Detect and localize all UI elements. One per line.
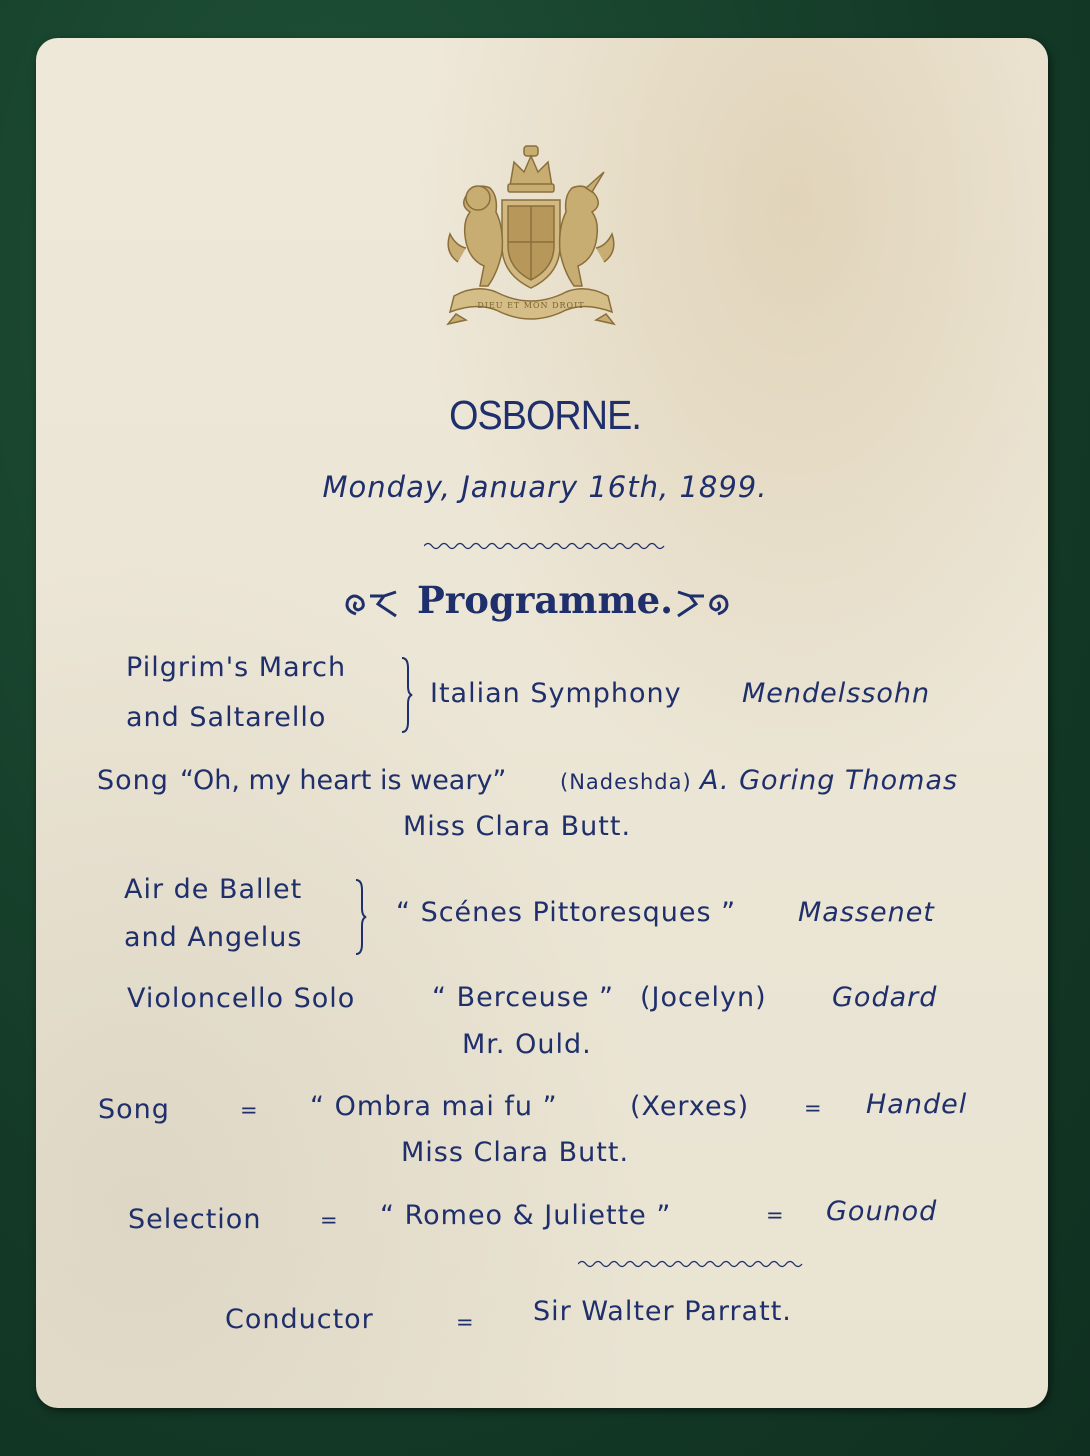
item5-work: “ Ombra mai fu ” xyxy=(310,1091,558,1122)
item3-brace xyxy=(352,878,368,956)
item3-title-line2: and Angelus xyxy=(124,922,303,953)
item4-performer: Mr. Ould. xyxy=(462,1029,592,1060)
item4-source: (Jocelyn) xyxy=(640,982,767,1013)
royal-coat-of-arms xyxy=(436,142,626,334)
item2-composer: A. Goring Thomas xyxy=(700,765,959,796)
item3-title-line1: Air de Ballet xyxy=(124,874,303,905)
item1-composer: Mendelssohn xyxy=(742,678,931,709)
item2-work: “Oh, my heart is weary” xyxy=(180,765,507,796)
item3-work: “ Scénes Pittoresques ” xyxy=(396,897,737,928)
item5-separator-1: = xyxy=(240,1098,259,1122)
conductor-label: Conductor xyxy=(225,1304,374,1335)
programme-heading: Programme. xyxy=(416,578,674,622)
item1-title-line2: and Saltarello xyxy=(126,702,327,733)
conductor-separator: = xyxy=(456,1310,475,1334)
item5-composer: Handel xyxy=(866,1089,968,1120)
right-flourish-ornament xyxy=(672,588,734,622)
item4-composer: Godard xyxy=(832,982,938,1013)
wave-divider-bottom xyxy=(578,1258,808,1270)
crest-motto: DIEU ET MON DROIT xyxy=(477,301,585,310)
item5-separator-2: = xyxy=(804,1096,823,1120)
wave-divider-top xyxy=(424,540,670,552)
programme-date: Monday, January 16th, 1899. xyxy=(322,470,768,504)
item5-source: (Xerxes) xyxy=(630,1091,750,1122)
item1-title-line1: Pilgrim's March xyxy=(126,652,347,683)
item6-separator-2: = xyxy=(766,1203,785,1227)
item4-type: Violoncello Solo xyxy=(127,983,356,1014)
item6-type: Selection xyxy=(128,1204,262,1235)
item6-composer: Gounod xyxy=(826,1196,938,1227)
item5-type: Song xyxy=(98,1094,170,1125)
item4-work: “ Berceuse ” xyxy=(432,982,615,1013)
item1-brace xyxy=(398,656,414,734)
item2-performer: Miss Clara Butt. xyxy=(403,811,632,842)
conductor-name: Sir Walter Parratt. xyxy=(533,1296,792,1327)
item5-performer: Miss Clara Butt. xyxy=(401,1137,630,1168)
item2-type: Song xyxy=(97,765,169,796)
venue-title: OSBORNE. xyxy=(449,392,641,438)
item2-source: (Nadeshda) xyxy=(560,770,692,794)
item6-work: “ Romeo & Juliette ” xyxy=(380,1200,672,1231)
item6-separator-1: = xyxy=(320,1208,339,1232)
item3-composer: Massenet xyxy=(798,897,935,928)
item1-work: Italian Symphony xyxy=(430,678,682,709)
